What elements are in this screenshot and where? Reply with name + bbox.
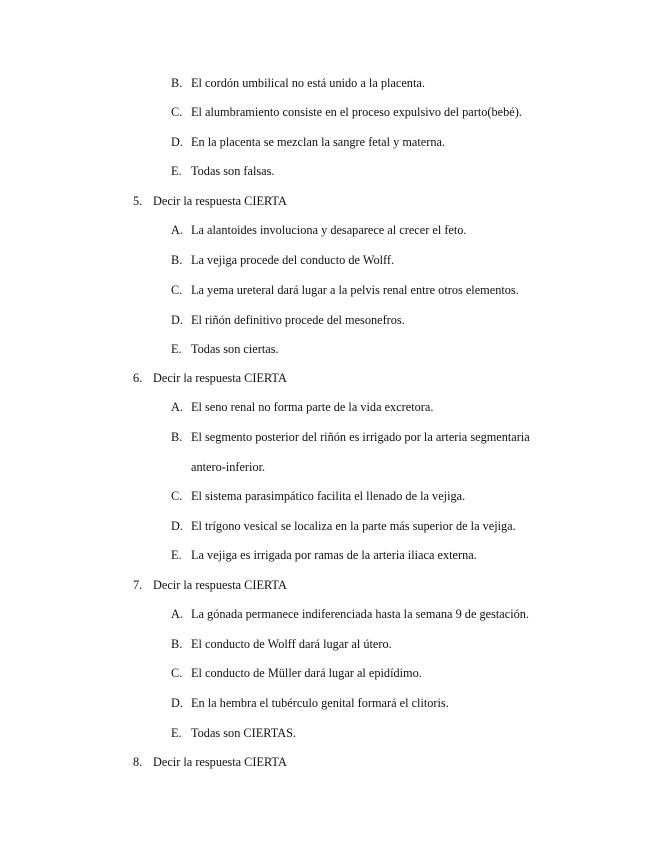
- option-letter: D.: [171, 135, 183, 149]
- option-text: La vejiga es irrigada por ramas de la arteria iliaca externa.: [191, 548, 477, 562]
- option-letter: C.: [171, 283, 183, 297]
- option-text: En la hembra el tubérculo genital formará el clitoris.: [191, 696, 449, 710]
- option-letter: B.: [171, 76, 183, 90]
- option-letter: C.: [171, 666, 183, 680]
- option-text: El conducto de Müller dará lugar al epidídimo.: [191, 666, 422, 680]
- option-letter: E.: [171, 342, 182, 356]
- option-letter: C.: [171, 489, 183, 503]
- question-text: Decir la respuesta CIERTA: [153, 578, 287, 592]
- option-letter: B.: [171, 637, 183, 651]
- question-number: 5.: [133, 194, 143, 208]
- option-text-continuation: antero-inferior.: [191, 460, 266, 474]
- option-letter: B.: [171, 430, 183, 444]
- option-letter: D.: [171, 313, 183, 327]
- option-letter: D.: [171, 696, 183, 710]
- question-text: Decir la respuesta CIERTA: [153, 371, 287, 385]
- option-letter: A.: [171, 607, 183, 621]
- option-text: El cordón umbilical no está unido a la placenta.: [191, 76, 425, 90]
- option-text: La alantoides involuciona y desaparece al crecer el feto.: [191, 223, 467, 237]
- option-letter: E.: [171, 164, 182, 178]
- question-number: 6.: [133, 371, 143, 385]
- option-text: La vejiga procede del conducto de Wolff.: [191, 253, 395, 267]
- option-letter: B.: [171, 253, 183, 267]
- option-text: La gónada permanece indiferenciada hasta la semana 9 de gestación.: [191, 607, 529, 621]
- option-text: En la placenta se mezclan la sangre fetal y materna.: [191, 135, 446, 149]
- option-text: El conducto de Wolff dará lugar al útero.: [191, 637, 392, 651]
- option-text: El trígono vesical se localiza en la parte más superior de la vejiga.: [191, 519, 516, 533]
- option-text: La yema ureteral dará lugar a la pelvis renal entre otros elementos.: [191, 283, 519, 297]
- option-text: El alumbramiento consiste en el proceso expulsivo del parto(bebé).: [191, 105, 522, 119]
- option-text: Todas son falsas.: [191, 164, 275, 178]
- option-letter: D.: [171, 519, 183, 533]
- question-number: 8.: [133, 755, 143, 769]
- option-text: El sistema parasimpático facilita el llenado de la vejiga.: [191, 489, 466, 503]
- option-letter: A.: [171, 223, 183, 237]
- option-text: El riñón definitivo procede del mesonefros.: [191, 313, 405, 327]
- option-text: Todas son ciertas.: [191, 342, 279, 356]
- option-letter: E.: [171, 548, 182, 562]
- option-letter: E.: [171, 726, 182, 740]
- option-letter: C.: [171, 105, 183, 119]
- option-text: Todas son CIERTAS.: [191, 726, 297, 740]
- option-text: El segmento posterior del riñón es irrigado por la arteria segmentaria: [191, 430, 530, 444]
- question-text: Decir la respuesta CIERTA: [153, 755, 287, 769]
- question-number: 7.: [133, 578, 143, 592]
- option-letter: A.: [171, 400, 183, 414]
- option-text: El seno renal no forma parte de la vida excretora.: [191, 400, 434, 414]
- question-text: Decir la respuesta CIERTA: [153, 194, 287, 208]
